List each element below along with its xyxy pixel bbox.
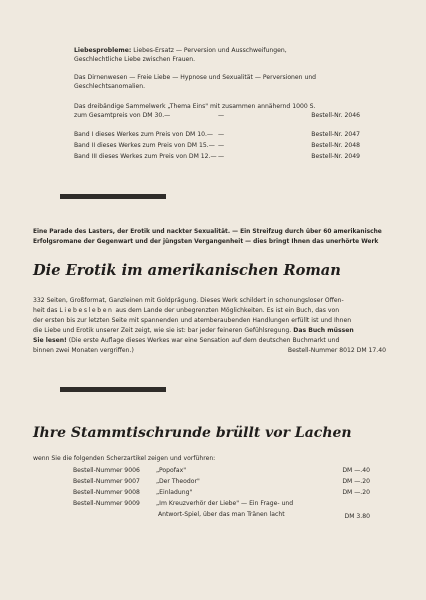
erotik-bold-text: Das Buch müssen	[291, 327, 354, 334]
item-4-price: DM 3.80	[344, 513, 370, 520]
divider-bar-1	[60, 194, 166, 199]
item-2-order: Bestell-Nummer 9007	[73, 478, 140, 485]
erotik-paragraph-line-1: 332 Seiten, Großformat, Ganzleinen mit Goldprägung. Dieses Werk schildert in schonungsloser Offen-	[33, 297, 344, 304]
volume-1-dash: —	[218, 131, 225, 138]
item-2-name: „Der Theodor"	[156, 478, 200, 485]
dirnenwesen-line-1: Das Dirnenwesen — Freie Liebe — Hypnose und Sexualität — Perversionen und	[74, 74, 317, 81]
stammtisch-intro: wenn Sie die folgenden Scherzartikel zeigen und vorführen:	[33, 455, 216, 462]
item-4-order: Bestell-Nummer 9009	[73, 500, 140, 507]
erotik-text: heit das	[33, 307, 60, 314]
erotik-paragraph-line-3: der ersten bis zur letzten Seite mit spannenden und atemberaubenden Handlungen erfüllt ist und Ihnen	[33, 317, 352, 324]
item-1-order: Bestell-Nummer 9006	[73, 467, 140, 474]
item-3-name: „Einladung"	[156, 489, 193, 496]
erotik-paragraph-line-5	[33, 337, 339, 345]
erotik-order-number: Bestell-Nummer 8012 DM 17.40	[287, 347, 386, 354]
volume-2-dash: —	[218, 142, 225, 149]
erotik-bold-text: Sie lesen!	[33, 337, 67, 344]
liebesprobleme-label: Liebesprobleme:	[74, 47, 132, 54]
erotik-intro-line-2: Erfolgsromane der Gegenwart und der jüngsten Vergangenheit — dies bringt Ihnen das unerhörte Werk	[33, 239, 379, 245]
stammtisch-heading: Ihre Stammtischrunde brüllt vor Lachen	[33, 425, 352, 441]
divider-bar-2	[60, 387, 166, 392]
volume-3-dash: —	[218, 153, 225, 160]
liebesprobleme-text: Liebes-Ersatz — Perversion und Ausschweifungen,	[131, 47, 287, 54]
liebesprobleme-line-2: Geschlechtliche Liebe zwischen Frauen.	[74, 56, 196, 63]
erotik-paragraph-line-6: binnen zwei Monaten vergriffen.)	[33, 347, 134, 354]
liebesprobleme-line-1	[74, 47, 287, 55]
set-order-number: Bestell-Nr. 2046	[311, 112, 360, 119]
set-dash: —	[218, 112, 225, 119]
volume-3-order: Bestell-Nr. 2049	[311, 153, 360, 160]
set-price: zum Gesamtpreis von DM 30.—	[74, 112, 171, 119]
volume-3-text: Band III dieses Werkes zum Preis von DM 12.—	[74, 153, 217, 160]
erotik-text: die Liebe und Erotik unserer Zeit zeigt, wie sie ist: bar jeder feineren Gefühlsregung.	[33, 327, 292, 334]
erotik-spaced-word: Liebesleben	[59, 307, 114, 314]
dirnenwesen-line-2: Geschlechtsanomalien.	[74, 83, 146, 90]
erotik-text: aus dem Lande der unbegrenzten Möglichkeiten. Es ist ein Buch, das von	[113, 307, 340, 314]
erotik-intro-line-1: Eine Parade des Lasters, der Erotik und nackter Sexualität. — Ein Streifzug durch über 60 amerikanische	[33, 229, 382, 235]
volume-1-text: Band I dieses Werkes zum Preis von DM 10.—	[74, 131, 213, 138]
item-1-name: „Popofax"	[156, 467, 187, 474]
volume-1-order: Bestell-Nr. 2047	[311, 131, 360, 138]
item-4-name-line-2: Antwort-Spiel, über das man Tränen lacht	[158, 511, 285, 518]
erotik-paragraph-line-4	[33, 327, 354, 335]
erotik-heading: Die Erotik im amerikanischen Roman	[33, 262, 341, 279]
volume-2-order: Bestell-Nr. 2048	[311, 142, 360, 149]
item-3-price: DM —.20	[342, 489, 370, 496]
item-2-price: DM —.20	[342, 478, 370, 485]
volume-2-text: Band II dieses Werkes zum Preis von DM 15.—	[74, 142, 215, 149]
erotik-text: (Die erste Auflage dieses Werkes war eine Sensation auf dem deutschen Buchmarkt und	[66, 337, 340, 344]
erotik-paragraph-line-2	[33, 307, 339, 315]
item-4-name: „Im Kreuzverhör der Liebe" — Ein Frage- und	[156, 500, 294, 507]
set-description: Das dreibändige Sammelwerk „Thema Eins" mit zusammen annähernd 1000 S.	[74, 103, 316, 110]
item-3-order: Bestell-Nummer 9008	[73, 489, 140, 496]
item-1-price: DM —.40	[342, 467, 370, 474]
